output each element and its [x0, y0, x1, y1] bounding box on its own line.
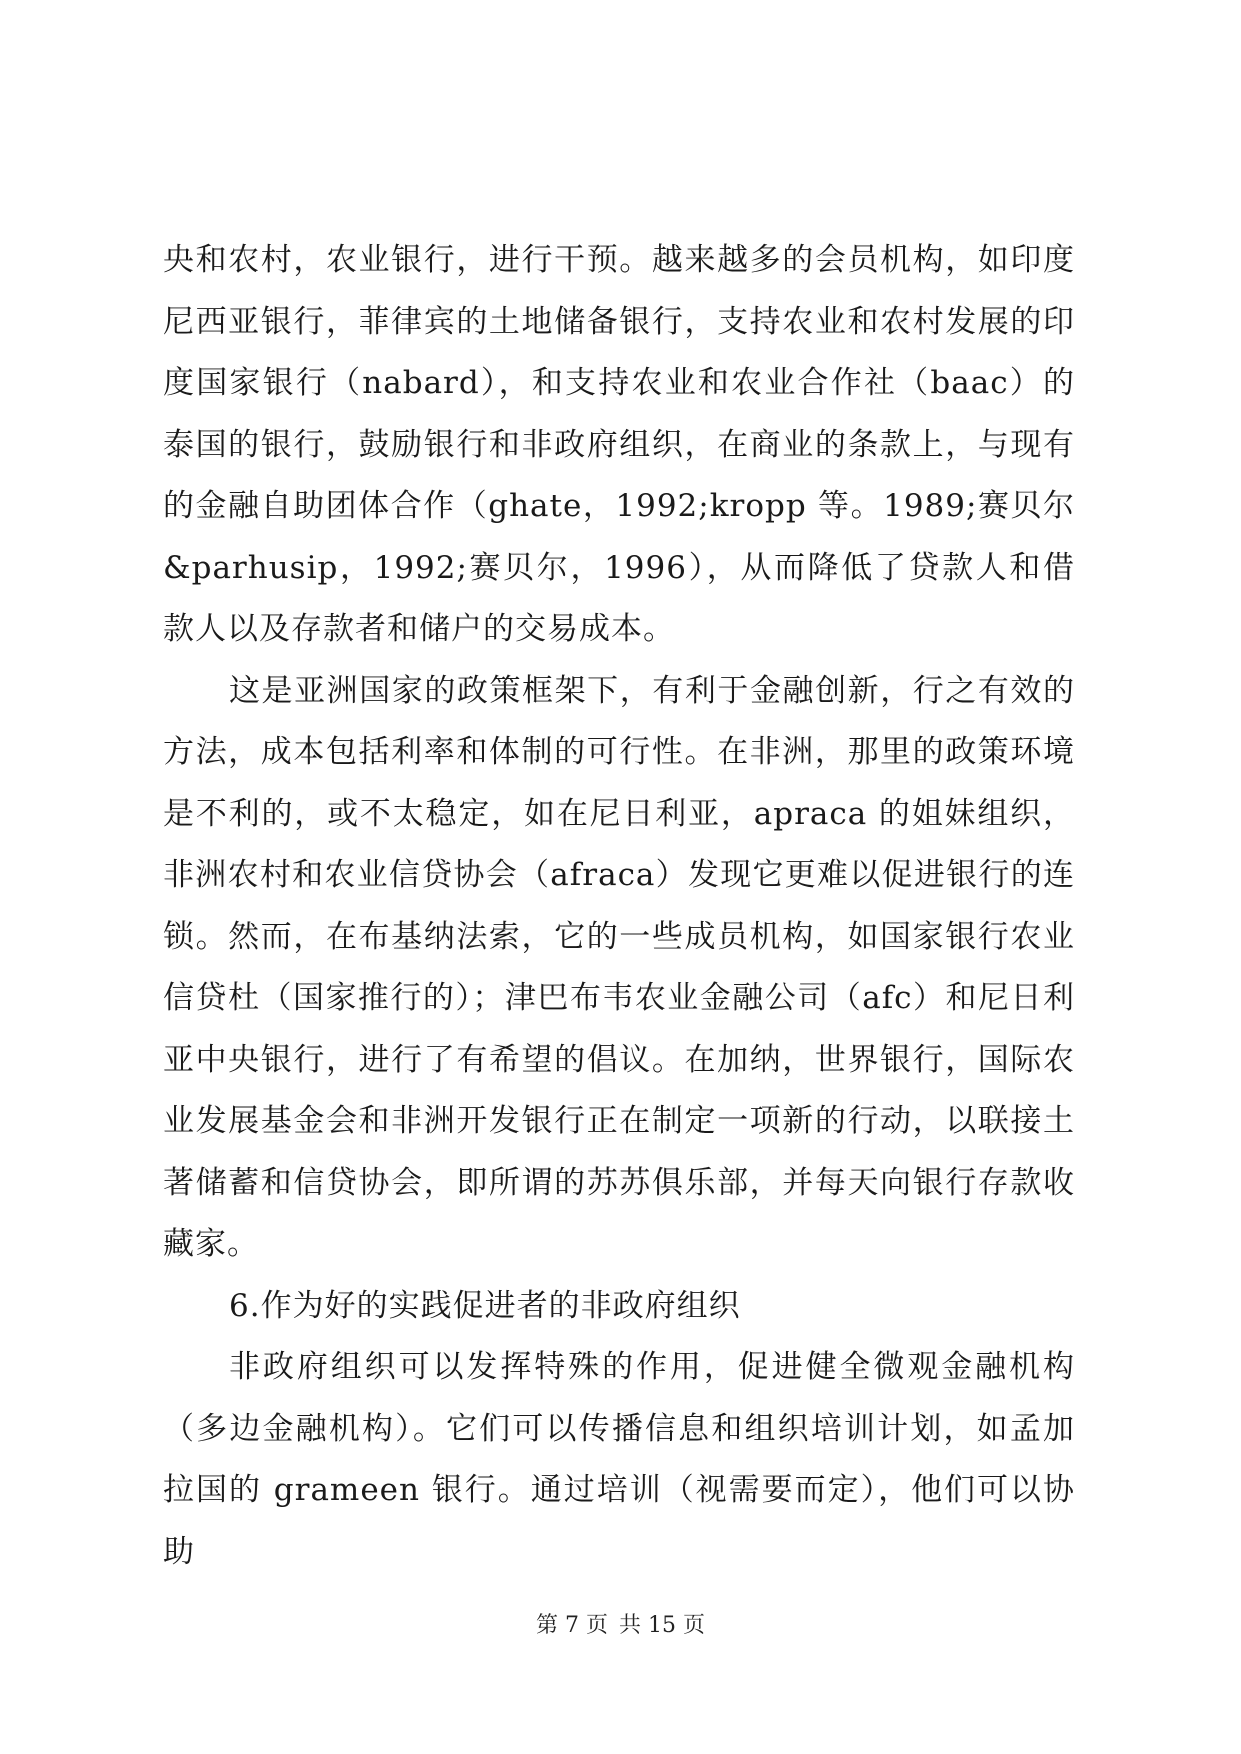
paragraph-1: 央和农村，农业银行，进行干预。越来越多的会员机构，如印度尼西亚银行，菲律宾的土地储备银行，支持农业和农村发展的印度国家银行（nabard），和支持农业和农业合作社（baac）的泰国的银行，鼓励银行和非政府组织，在商业的条款上，与现有的金融自助团体合作（ghate，1992;kropp 等。1989;赛贝尔&parhusip，1992;赛贝尔，1996），从而降低了贷款人和借款人以及存款者和储户的交易成本。: [163, 242, 1075, 647]
paragraph-3: 非政府组织可以发挥特殊的作用，促进健全微观金融机构（多边金融机构）。它们可以传播信息和组织培训计划，如孟加拉国的 grameen 银行。通过培训（视需要而定），他们可以协助: [163, 1349, 1075, 1570]
paragraph-2: 这是亚洲国家的政策框架下，有利于金融创新，行之有效的方法，成本包括利率和体制的可行性。在非洲，那里的政策环境是不利的，或不太稳定，如在尼日利亚，apraca 的姐妹组织，非洲农村和农业信贷协会（afraca）发现它更难以促进银行的连锁。然而，在布基纳法索，它的一些成员机构，如国家银行农业信贷杜（国家推行的）；津巴布韦农业金融公司（afc）和尼日利亚中央银行，进行了有希望的倡议。在加纳，世界银行，国际农业发展基金会和非洲开发银行正在制定一项新的行动，以联接土著储蓄和信贷协会，即所谓的苏苏俱乐部，并每天向银行存款收藏家。: [163, 672, 1075, 1262]
page-total: 共 15 页: [619, 1613, 705, 1638]
section-heading: 6.作为好的实践促进者的非政府组织: [229, 1287, 741, 1324]
page-number: 第 7 页: [536, 1613, 608, 1638]
document-body: [163, 230, 1075, 1583]
page-footer: [0, 1608, 1241, 1639]
